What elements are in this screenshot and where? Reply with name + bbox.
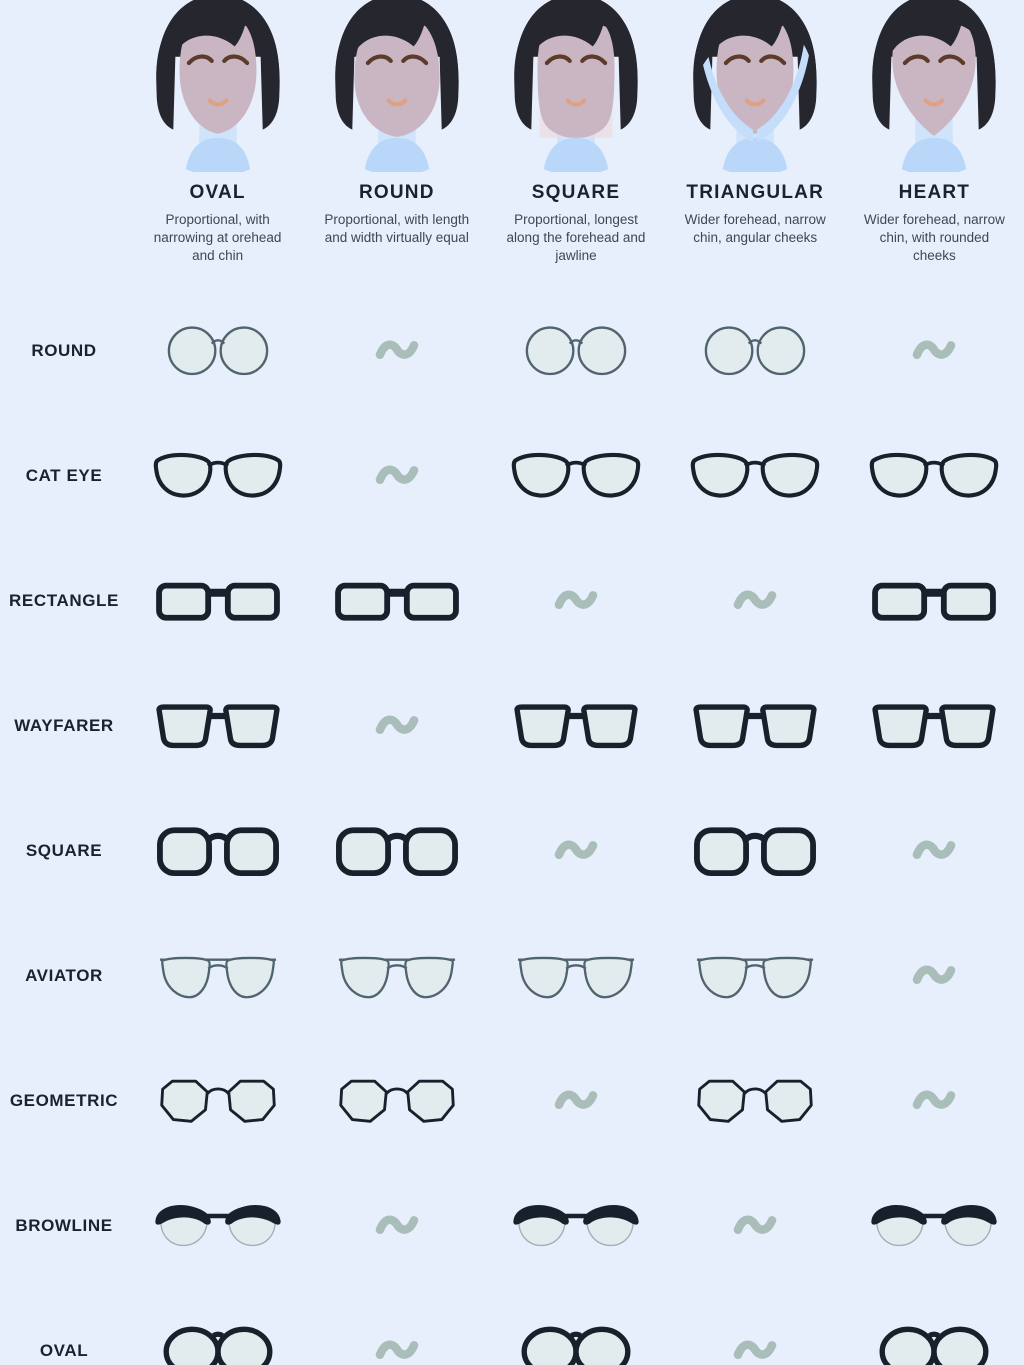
glasses-rectangle-icon — [845, 538, 1024, 663]
glasses-geometric-icon — [128, 1038, 307, 1163]
glasses-round-icon — [128, 288, 307, 413]
glasses-geometric-icon — [666, 1038, 845, 1163]
not-suitable-tilde-icon — [845, 1038, 1024, 1163]
glasses-style-label-oval-row: OVAL — [39, 1340, 89, 1360]
face-round-illustration — [319, 0, 475, 172]
glasses-square-icon — [666, 788, 845, 913]
glasses-cat-eye-icon — [666, 413, 845, 538]
not-suitable-tilde-icon — [486, 538, 665, 663]
glasses-oval-icon — [486, 1288, 665, 1365]
glasses-geometric-icon — [307, 1038, 486, 1163]
face-column-header-heart — [845, 0, 1024, 288]
not-suitable-tilde-icon — [486, 788, 665, 913]
face-shape-description: Proportional, with narrowing at orehead and chin — [153, 212, 282, 264]
glasses-style-label-cat-eye-row: CAT EYE — [25, 465, 103, 485]
glasses-wayfarer-icon — [845, 663, 1024, 788]
face-shape-name: HEART — [898, 182, 971, 203]
face-shape-description: Wider forehead, narrow chin, with rounded cheeks — [863, 212, 1005, 264]
glasses-style-label-rectangle-row: RECTANGLE — [9, 590, 119, 610]
face-heart-illustration — [856, 0, 1012, 172]
not-suitable-tilde-icon — [307, 663, 486, 788]
not-suitable-tilde-icon — [307, 1163, 486, 1288]
face-square-illustration — [498, 0, 654, 172]
glasses-style-label-wayfarer-row: WAYFARER — [14, 715, 114, 735]
not-suitable-tilde-icon — [845, 913, 1024, 1038]
corner-empty-cell — [0, 0, 128, 288]
glasses-browline-icon — [845, 1163, 1024, 1288]
not-suitable-tilde-icon — [845, 288, 1024, 413]
glasses-wayfarer-icon — [666, 663, 845, 788]
glasses-cat-eye-icon — [845, 413, 1024, 538]
face-column-header-round — [307, 0, 486, 288]
face-shape-name: ROUND — [358, 182, 435, 203]
glasses-aviator-icon — [128, 913, 307, 1038]
glasses-square-icon — [128, 788, 307, 913]
not-suitable-tilde-icon — [307, 1288, 486, 1365]
glasses-style-label-aviator-row: AVIATOR — [25, 965, 103, 985]
glasses-rectangle-icon — [307, 538, 486, 663]
face-column-header-square — [486, 0, 665, 288]
glasses-wayfarer-icon — [486, 663, 665, 788]
not-suitable-tilde-icon — [307, 413, 486, 538]
face-column-header-triangular — [666, 0, 845, 288]
glasses-rectangle-icon — [128, 538, 307, 663]
face-shape-description: Wider forehead, narrow chin, angular cheeks — [684, 212, 826, 246]
not-suitable-tilde-icon — [307, 288, 486, 413]
not-suitable-tilde-icon — [486, 1038, 665, 1163]
not-suitable-tilde-icon — [666, 1288, 845, 1365]
glasses-aviator-icon — [307, 913, 486, 1038]
glasses-aviator-icon — [486, 913, 665, 1038]
face-shape-description: Proportional, with length and width virtually equal — [324, 212, 470, 246]
glasses-round-icon — [486, 288, 665, 413]
glasses-wayfarer-icon — [128, 663, 307, 788]
face-shape-name: TRIANGULAR — [686, 182, 824, 203]
glasses-browline-icon — [486, 1163, 665, 1288]
face-shape-description: Proportional, longest along the forehead and jawline — [506, 212, 646, 264]
glasses-oval-icon — [128, 1288, 307, 1365]
glasses-style-label-square-row: SQUARE — [25, 840, 103, 860]
face-shape-name: OVAL — [189, 182, 246, 203]
glasses-oval-icon — [845, 1288, 1024, 1365]
face-column-header-oval — [128, 0, 307, 288]
face-shape-name: SQUARE — [531, 182, 621, 203]
glasses-style-label-round-row: ROUND — [31, 340, 97, 360]
glasses-browline-icon — [128, 1163, 307, 1288]
not-suitable-tilde-icon — [845, 788, 1024, 913]
face-triangular-illustration — [677, 0, 833, 172]
not-suitable-tilde-icon — [666, 538, 845, 663]
glasses-cat-eye-icon — [128, 413, 307, 538]
glasses-style-label-geometric-row: GEOMETRIC — [9, 1090, 119, 1110]
not-suitable-tilde-icon — [666, 1163, 845, 1288]
glasses-cat-eye-icon — [486, 413, 665, 538]
face-oval-illustration — [140, 0, 296, 172]
glasses-round-icon — [666, 288, 845, 413]
glasses-aviator-icon — [666, 913, 845, 1038]
glasses-square-icon — [307, 788, 486, 913]
glasses-style-label-browline-row: BROWLINE — [15, 1215, 113, 1235]
